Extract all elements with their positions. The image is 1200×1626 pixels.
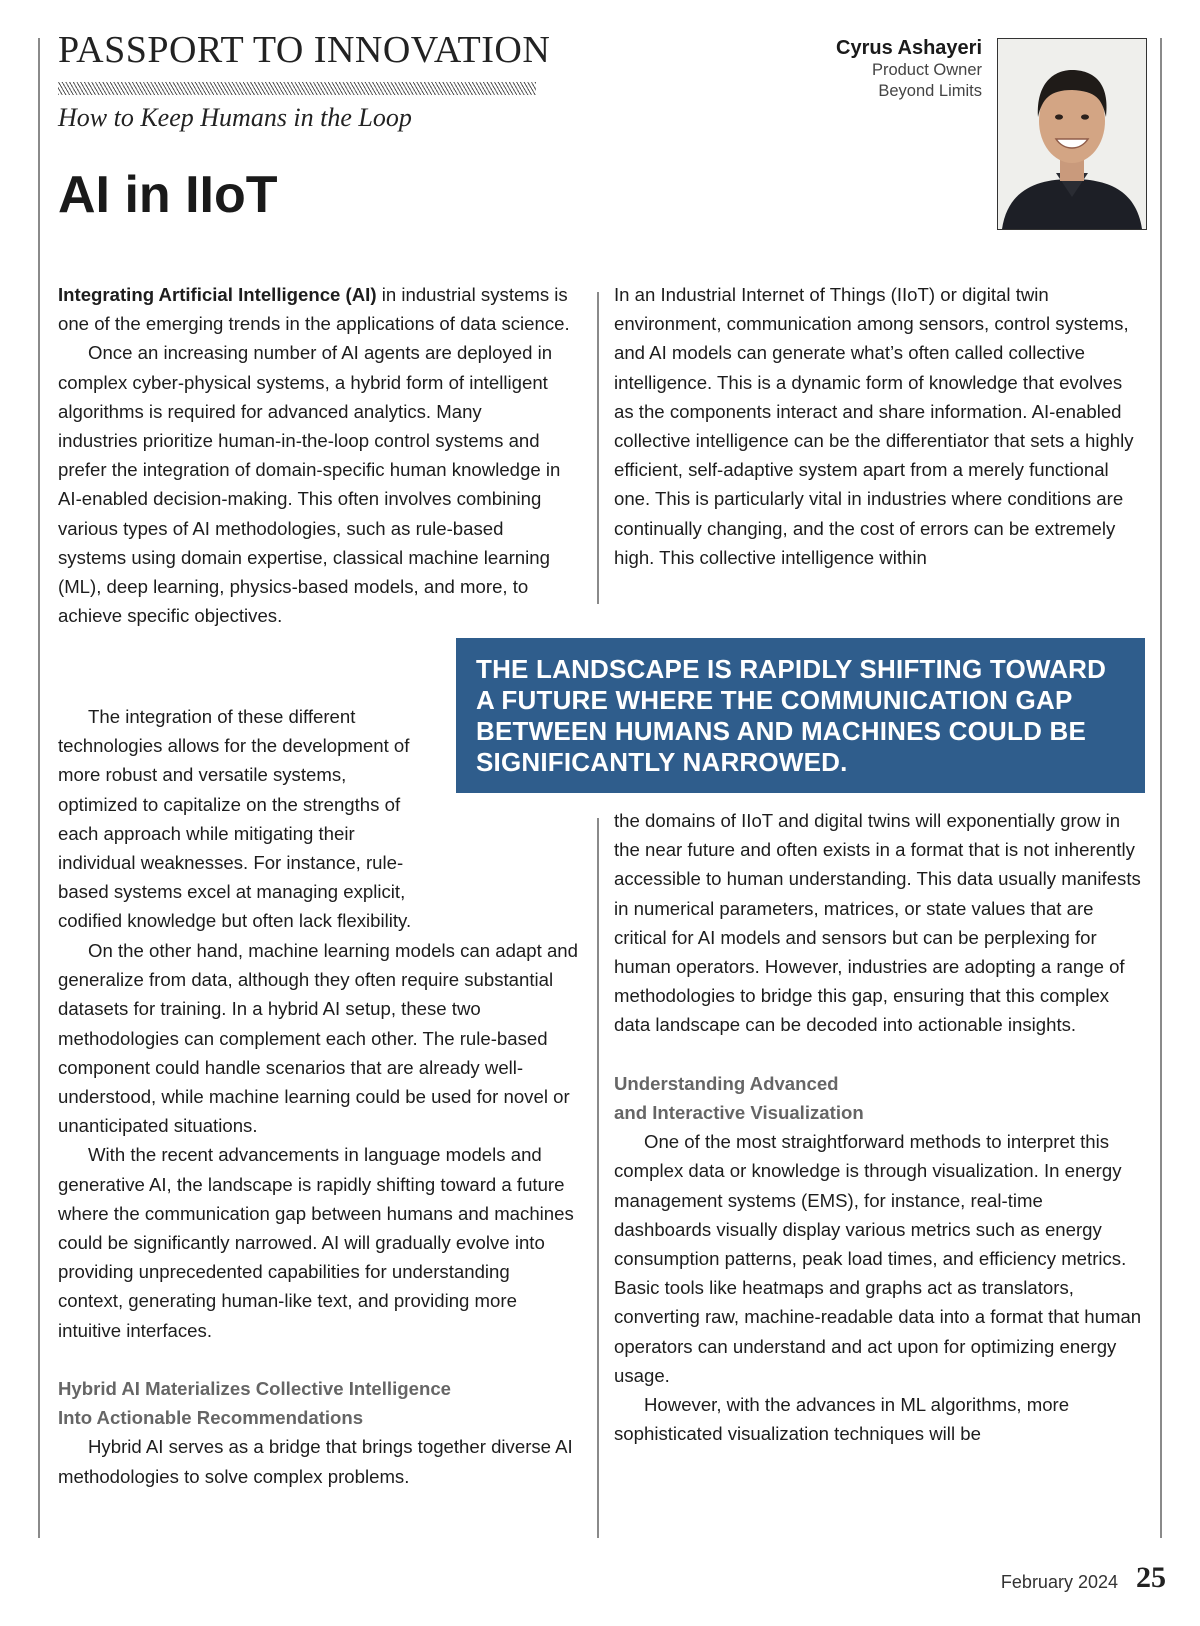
author-photo [997,38,1147,230]
article-subtitle: How to Keep Humans in the Loop [58,103,412,132]
section-heading: Understanding Advanced [614,1072,839,1094]
section-heading: and Interactive Visualization [614,1102,864,1124]
section-heading: Hybrid AI Materializes Collective Intelligence [58,1378,452,1400]
paragraph: the domains of IIoT and digital twins will exponentially grow in the near future and often exists in a format that is not inherently accessible to human understanding. This data usually manifests in numerical parameters, matrices, or state values that are critical for AI models and sensors but can be perplexing for human operators. However, industries are adopting a range of methodologies to bridge this gap, ensuring that this complex data landscape can be decoded into actionable insights. [614,810,1141,1036]
left-column [58,280,590,630]
section-heading: Into Actionable Recommendations [58,1407,364,1429]
lead-paragraph [58,280,590,338]
page-number: 25 [1136,1561,1166,1594]
right-column-top [614,280,1145,572]
issue-date: February 2024 [1000,1572,1118,1592]
paragraph: However, with the advances in ML algorithms, more sophisticated visualization techniques will be [614,1394,1070,1445]
hatch-rule [58,82,536,95]
article-title: AI in IIoT [58,166,278,224]
paragraph: The integration of these different technologies allows for the development of more robust and versatile systems, optimized to capitalize on the strengths of each approach while mitigating their individual weaknesses. For instance, rule-based systems excel at managing explicit, codified knowledge but often lack flexibility. [58,706,412,932]
lead-rest: in industrial systems is one of the emerging trends in the applications of data science. [58,284,570,335]
paragraph: With the recent advancements in language models and generative AI, the landscape is rapidly shifting toward a future where the communication gap between humans and machines could be significantly narrowed. AI will gradually evolve into providing unprecedented capabilities for understanding context, generating human-like text, and providing more intuitive interfaces. [58,1144,574,1341]
paragraph: Hybrid AI serves as a bridge that brings together diverse AI methodologies to solve complex problems. [58,1436,573,1487]
pull-quote: THE LANDSCAPE IS RAPIDLY SHIFTING TOWARD A FUTURE WHERE THE COMMUNICATION GAP BETWEEN HUMANS AND MACHINES COULD BE SIGNIFICANTLY NARROWED. [456,638,1145,793]
author-org: Beyond Limits [878,82,982,100]
paragraph: On the other hand, machine learning models can adapt and generalize from data, although they often require substantial datasets for training. In a hybrid AI setup, these two methodologies can complement each other. The rule-based component could handle scenarios that are already well-understood, while machine learning could be used for novel or unanticipated situations. [58,940,578,1137]
author-name: Cyrus Ashayeri [836,37,982,59]
paragraph: One of the most straightforward methods to interpret this complex data or knowledge is through visualization. In energy management systems (EMS), for instance, real-time dashboards visually display various metrics such as energy consumption patterns, peak load times, and efficiency metrics. Basic tools like heatmaps and graphs act as translators, converting raw, machine-readable data into a format that human operators can understand and act upon for optimizing energy usage. [614,1131,1142,1386]
left-column-lower [58,936,578,1491]
paragraph: Once an increasing number of AI agents are deployed in complex cyber-physical systems, a hybrid form of intelligent algorithms is required for advanced analytics. Many industries prioritize human-in-the-loop control systems and prefer the integration of domain-specific human knowledge in AI-enabled decision-making. This often involves combining various types of AI methodologies, such as rule-based systems using domain expertise, classical machine learning (ML), deep learning, physics-based models, and more, to achieve specific objectives. [58,342,561,627]
right-column-bottom [614,806,1145,1448]
series-title: PASSPORT TO INNOVATION [58,29,551,71]
author-byline [836,36,982,102]
right-margin-rule [1160,38,1162,1538]
left-margin-rule [38,38,40,1538]
column-divider-bottom [597,818,599,1538]
paragraph: In an Industrial Internet of Things (IIoT) or digital twin environment, communication among sensors, control systems, and AI models can generate what’s often called collective intelligence. This is a dynamic form of knowledge that evolves as the components interact and share information. AI-enabled collective intelligence can be the differentiator that sets a highly efficient, self-adaptive system apart from a merely functional one. This is particularly vital in industries where conditions are continually changing, and the cost of errors can be extremely high. This collective intelligence within [614,284,1134,568]
column-divider-top [597,292,599,604]
lead-bold: Integrating Artificial Intelligence (AI) [58,284,377,305]
left-column-continued [58,702,428,936]
author-role: Product Owner [871,61,982,79]
